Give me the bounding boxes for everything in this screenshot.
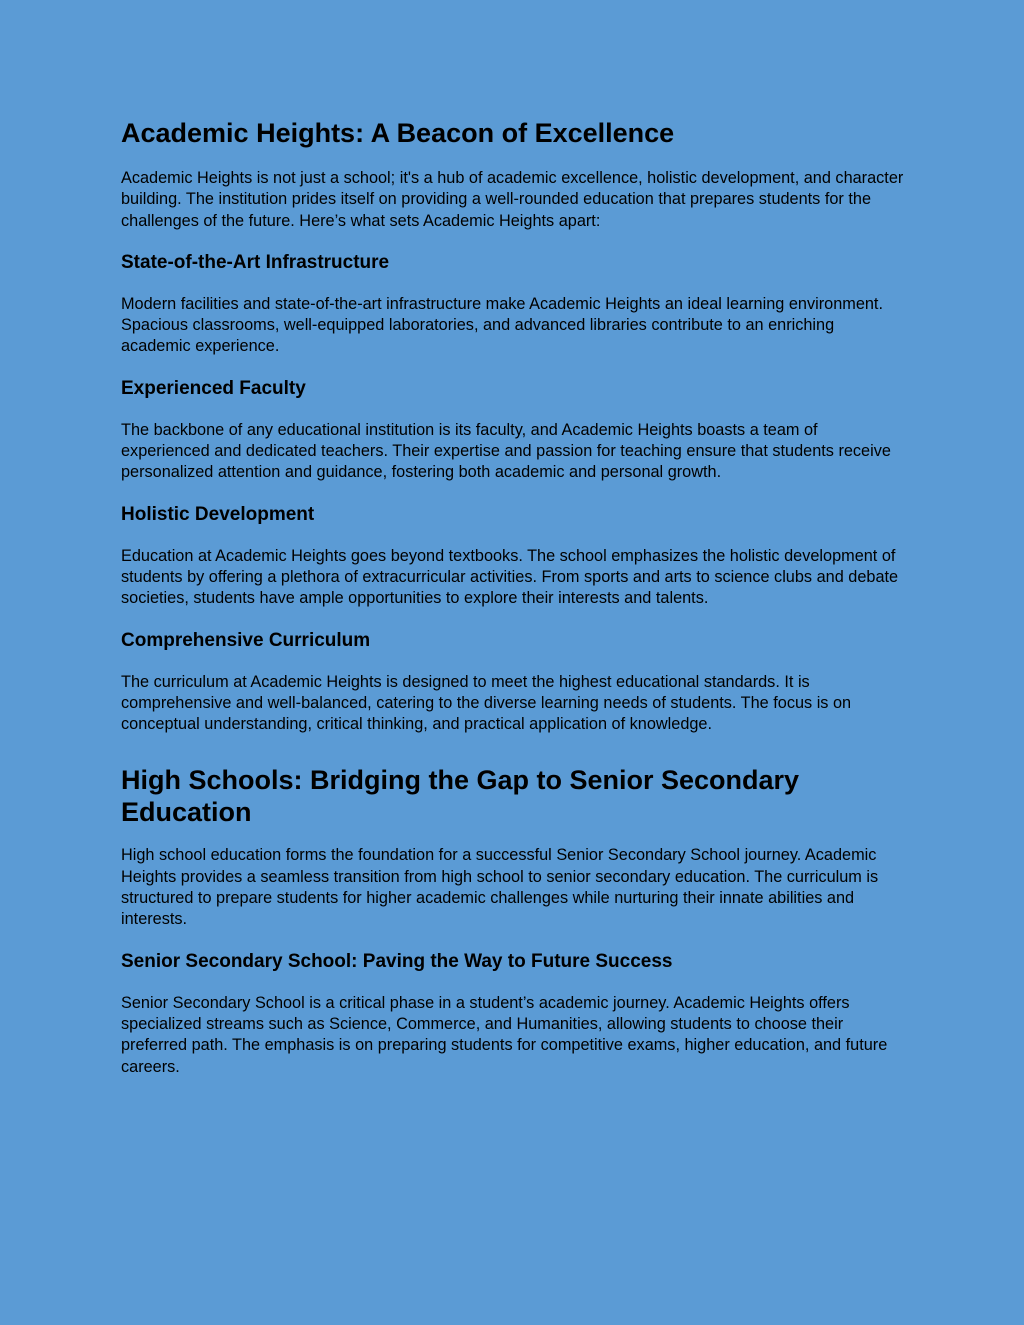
paragraph-infrastructure: Modern facilities and state-of-the-art infrastructure make Academic Heights an ideal learning environment. Spacious classrooms, well-equipped laboratories, and advanced libraries contribute to an enriching academic experience.	[121, 294, 883, 356]
heading-holistic-development: Holistic Development	[121, 503, 315, 525]
paragraph-high-schools: High school education forms the foundation for a successful Senior Secondary School journey. Academic Heights provides a seamless transition from high school to senior secondary education. The curriculum is structured to prepare students for higher academic challenges while nurturing their innate abilities and interests.	[121, 846, 879, 929]
heading-senior-secondary: Senior Secondary School: Paving the Way to Future Success	[121, 950, 673, 972]
paragraph-curriculum: The curriculum at Academic Heights is designed to meet the highest educational standards. It is comprehensive and well-balanced, catering to the diverse learning needs of students. The focus is on conceptual understanding, critical thinking, and practical application of knowledge.	[121, 672, 852, 734]
paragraph-senior-secondary: Senior Secondary School is a critical phase in a student’s academic journey. Academic Heights offers specialized streams such as Science, Commerce, and Humanities, allowing students to choose their preferred path. The emphasis is on preparing students for competitive exams, higher education, and future careers.	[121, 993, 888, 1076]
paragraph-holistic-development: Education at Academic Heights goes beyond textbooks. The school emphasizes the holistic development of students by offering a plethora of extracurricular activities. From sports and arts to science clubs and debate societies, students have ample opportunities to explore their interests and talents.	[121, 546, 899, 608]
heading-curriculum: Comprehensive Curriculum	[121, 629, 371, 651]
paragraph-faculty: The backbone of any educational institution is its faculty, and Academic Heights boasts a team of experienced and dedicated teachers. Their expertise and passion for teaching ensure that students receive personalized attention and guidance, fostering both academic and personal growth.	[121, 420, 891, 482]
heading-high-schools: High Schools: Bridging the Gap to Senior Secondary Education	[121, 765, 800, 828]
heading-academic-heights: Academic Heights: A Beacon of Excellence	[121, 118, 675, 148]
heading-faculty: Experienced Faculty	[121, 377, 306, 399]
paragraph-intro: Academic Heights is not just a school; it's a hub of academic excellence, holistic development, and character building. The institution prides itself on providing a well-rounded education that prepares students for the challenges of the future. Here’s what sets Academic Heights apart:	[121, 169, 904, 230]
heading-infrastructure: State-of-the-Art Infrastructure	[121, 251, 390, 273]
